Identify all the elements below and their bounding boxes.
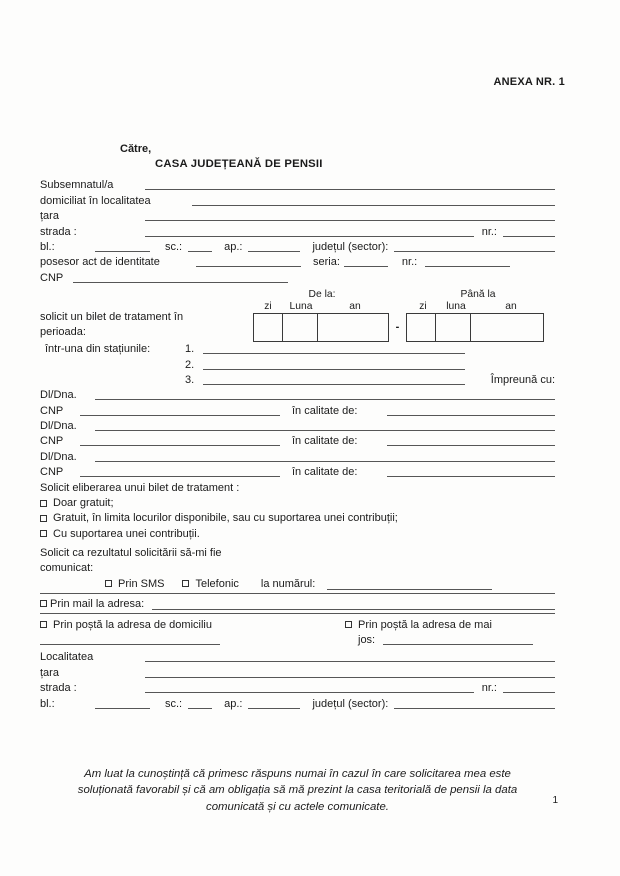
from-year-header: an [349, 300, 361, 312]
station-3-field[interactable] [203, 384, 465, 385]
companion-2-name-row [40, 419, 555, 434]
period-section [40, 289, 555, 342]
strada-field[interactable] [145, 236, 474, 237]
post-home-row [40, 617, 345, 632]
ap-label: ap.: [224, 240, 243, 253]
checkbox-prin-mail[interactable] [40, 600, 47, 607]
option-doar-gratuit [40, 496, 555, 511]
station-row-2 [40, 357, 555, 372]
checkbox-posta-mai-jos[interactable] [345, 621, 352, 628]
sms-label: Prin SMS [118, 577, 165, 590]
communication-intro-line2: comunicat: [40, 561, 94, 574]
post-below-row [345, 617, 555, 632]
checkbox-cu-suportarea[interactable] [40, 530, 47, 537]
page-number: 1 [552, 795, 558, 806]
checkbox-prin-sms[interactable] [105, 580, 112, 587]
to-label: Până la [460, 288, 496, 300]
companion-3-cnp-field[interactable] [80, 476, 280, 477]
from-day-cell[interactable] [253, 313, 283, 342]
seria-label: seria: [313, 256, 340, 269]
strada2-nr-field[interactable] [503, 692, 555, 693]
mail-row [40, 596, 555, 611]
act-identitate-row [40, 255, 555, 270]
station-row-3 [40, 373, 555, 388]
companion-1-capacity-field[interactable] [387, 415, 555, 416]
option-gratuit-limita-label: Gratuit, în limita locurilor disponibile, sau cu suportarea unei contribuții; [53, 512, 398, 525]
together-label: Împreună cu: [490, 373, 555, 386]
bloc-row [40, 240, 555, 255]
companion-3-cnp-row [40, 465, 555, 480]
strada2-field[interactable] [145, 692, 474, 693]
companion-3-name-row [40, 449, 555, 464]
sc2-field[interactable] [188, 708, 212, 709]
to-date-grid [406, 313, 544, 342]
checkbox-telefonic[interactable] [182, 580, 189, 587]
recipient-title: CASA JUDEȚEANĂ DE PENSII [155, 158, 323, 170]
companion-3-name-label: Dl/Dna. [40, 450, 77, 463]
posesor-label: posesor act de identitate [40, 256, 160, 269]
strada2-row [40, 681, 555, 696]
ticket-title: Solicit eliberarea unui bilet de tratament : [40, 481, 240, 494]
sc2-label: sc.: [165, 697, 183, 710]
form-content [40, 0, 555, 815]
bl-label: bl.: [40, 240, 55, 253]
companion-2-cnp-field[interactable] [80, 445, 280, 446]
companion-1-name-row [40, 388, 555, 403]
date-range-dash: - [395, 321, 400, 334]
companion-1-cnp-field[interactable] [80, 415, 280, 416]
companion-3-cnp-label: CNP [40, 466, 64, 479]
post-below-jos-row [345, 633, 555, 648]
strada-label: strada : [40, 225, 77, 238]
bl-field[interactable] [95, 251, 150, 252]
station-2-field[interactable] [203, 369, 465, 370]
subsemnatul-row [40, 178, 555, 193]
ap2-label: ap.: [224, 697, 243, 710]
checkbox-gratuit-limita[interactable] [40, 515, 47, 522]
period-intro-line1: solicit un bilet de tratament în [40, 310, 184, 323]
to-month-cell[interactable] [435, 313, 471, 342]
localitatea-label: Localitatea [40, 651, 94, 664]
post-address-extra-field[interactable] [383, 644, 533, 645]
companion-2-name-field[interactable] [95, 430, 555, 431]
localitatea-row [40, 650, 555, 665]
date-column-headers [253, 301, 555, 313]
strada-row [40, 224, 555, 239]
from-month-header: Luna [289, 300, 313, 312]
strada-nr-label: nr.: [481, 225, 497, 238]
tara-label: țara [40, 210, 59, 223]
judet-field[interactable] [394, 251, 555, 252]
judet2-field[interactable] [394, 708, 555, 709]
companion-3-capacity-label: în calitate de: [292, 466, 358, 479]
salutation: Către, [120, 143, 152, 155]
mail-address-field[interactable] [152, 609, 555, 610]
companion-2-cnp-row [40, 434, 555, 449]
strada2-label: strada : [40, 682, 77, 695]
from-date-grid [253, 313, 389, 342]
period-intro-line2: perioada: [40, 325, 86, 338]
bl2-field[interactable] [95, 708, 150, 709]
phone-number-field[interactable] [327, 589, 492, 590]
date-group-labels [253, 289, 555, 301]
from-label: De la: [308, 288, 336, 300]
sc-label: sc.: [165, 240, 183, 253]
post-options [40, 617, 555, 648]
post-below-label-line1: Prin poștă la adresa de mai [358, 618, 492, 631]
from-month-cell[interactable] [282, 313, 318, 342]
domiciliat-label: domiciliat în localitatea [40, 194, 151, 207]
to-day-cell[interactable] [406, 313, 436, 342]
companion-3-name-field[interactable] [95, 461, 555, 462]
tara2-row [40, 665, 555, 680]
number-label: la numărul: [260, 577, 316, 590]
domiciliat-row [40, 193, 555, 208]
date-boxes [253, 313, 555, 342]
sms-phone-row [40, 576, 555, 591]
station-number-3: 3. [185, 373, 195, 386]
post-home-label: Prin poștă la adresa de domiciliu [53, 618, 212, 631]
tara-row [40, 209, 555, 224]
from-year-cell[interactable] [317, 313, 389, 342]
ap2-field[interactable] [248, 708, 300, 709]
station-1-field[interactable] [203, 353, 465, 354]
companion-1-name-field[interactable] [95, 399, 555, 400]
to-year-header: an [505, 300, 517, 312]
station-number-2: 2. [185, 358, 195, 371]
to-month-header: luna [446, 300, 466, 312]
option-cu-suportarea-label: Cu suportarea unei contribuții. [53, 527, 200, 540]
companion-2-capacity-field[interactable] [387, 445, 555, 446]
sc-field[interactable] [188, 251, 212, 252]
post-home-underline [40, 644, 220, 645]
phone-label: Telefonic [195, 577, 239, 590]
localitatea-field[interactable] [145, 661, 555, 662]
ap-field[interactable] [248, 251, 300, 252]
post-below-column [345, 617, 555, 648]
separator-line [40, 593, 555, 594]
annex-label: ANEXA NR. 1 [493, 76, 565, 88]
companion-1-cnp-label: CNP [40, 404, 64, 417]
stations-label: într-una din stațiunile: [45, 343, 151, 356]
communication-intro-row-2 [40, 561, 555, 576]
post-home-column [40, 617, 345, 648]
communication-intro-row-1 [40, 545, 555, 560]
act-nr-label: nr.: [401, 256, 418, 269]
seria-field[interactable] [344, 266, 388, 267]
tara2-label: țara [40, 666, 59, 679]
cnp-row [40, 270, 555, 285]
strada-nr-field[interactable] [503, 236, 555, 237]
station-number-1: 1. [185, 343, 195, 356]
companion-1-cnp-row [40, 403, 555, 418]
act-nr-field[interactable] [425, 266, 510, 267]
judet2-label: județul (sector): [312, 697, 389, 710]
communication-intro-line1: Solicit ca rezultatul solicitării să-mi fie [40, 546, 222, 559]
period-dates [253, 289, 555, 342]
strada2-nr-label: nr.: [481, 682, 497, 695]
mail-label: Prin mail la adresa: [50, 597, 145, 610]
companion-2-name-label: Dl/Dna. [40, 420, 77, 433]
tara2-field[interactable] [145, 677, 555, 678]
to-day-header: zi [419, 300, 427, 312]
cnp-field[interactable] [73, 282, 288, 283]
checkbox-posta-domiciliu[interactable] [40, 621, 47, 628]
cnp-label: CNP [40, 271, 64, 284]
post-below-label-line2: jos: [358, 633, 376, 646]
tara-field[interactable] [145, 220, 555, 221]
companion-2-capacity-label: în calitate de: [292, 435, 358, 448]
option-gratuit-limita [40, 511, 555, 526]
companion-2-cnp-label: CNP [40, 435, 64, 448]
ticket-title-row [40, 480, 555, 495]
subsemnatul-label: Subsemnatul/a [40, 179, 114, 192]
subsemnatul-field[interactable] [145, 189, 555, 190]
to-year-cell[interactable] [470, 313, 544, 342]
act-identitate-field[interactable] [196, 266, 301, 267]
station-row-1 [40, 342, 555, 357]
companion-1-name-label: Dl/Dna. [40, 389, 77, 402]
acknowledgement-notice: Am luat la cunoștință că primesc răspuns numai în cazul în care solicitarea mea este soluționată favorabil și că am obligația să mă prezint la casa teritorială de pensii la data comunicată și cu actele comunicate. [77, 767, 518, 813]
checkbox-doar-gratuit[interactable] [40, 500, 47, 507]
companion-3-capacity-field[interactable] [387, 476, 555, 477]
bloc2-row [40, 696, 555, 711]
domiciliat-field[interactable] [192, 205, 555, 206]
period-intro [40, 289, 253, 342]
judet-label: județul (sector): [312, 240, 389, 253]
option-cu-suportarea [40, 526, 555, 541]
option-doar-gratuit-label: Doar gratuit; [53, 497, 114, 510]
from-day-header: zi [264, 300, 272, 312]
separator-line-2 [40, 613, 555, 614]
companion-1-capacity-label: în calitate de: [292, 404, 358, 417]
bl2-label: bl.: [40, 697, 55, 710]
